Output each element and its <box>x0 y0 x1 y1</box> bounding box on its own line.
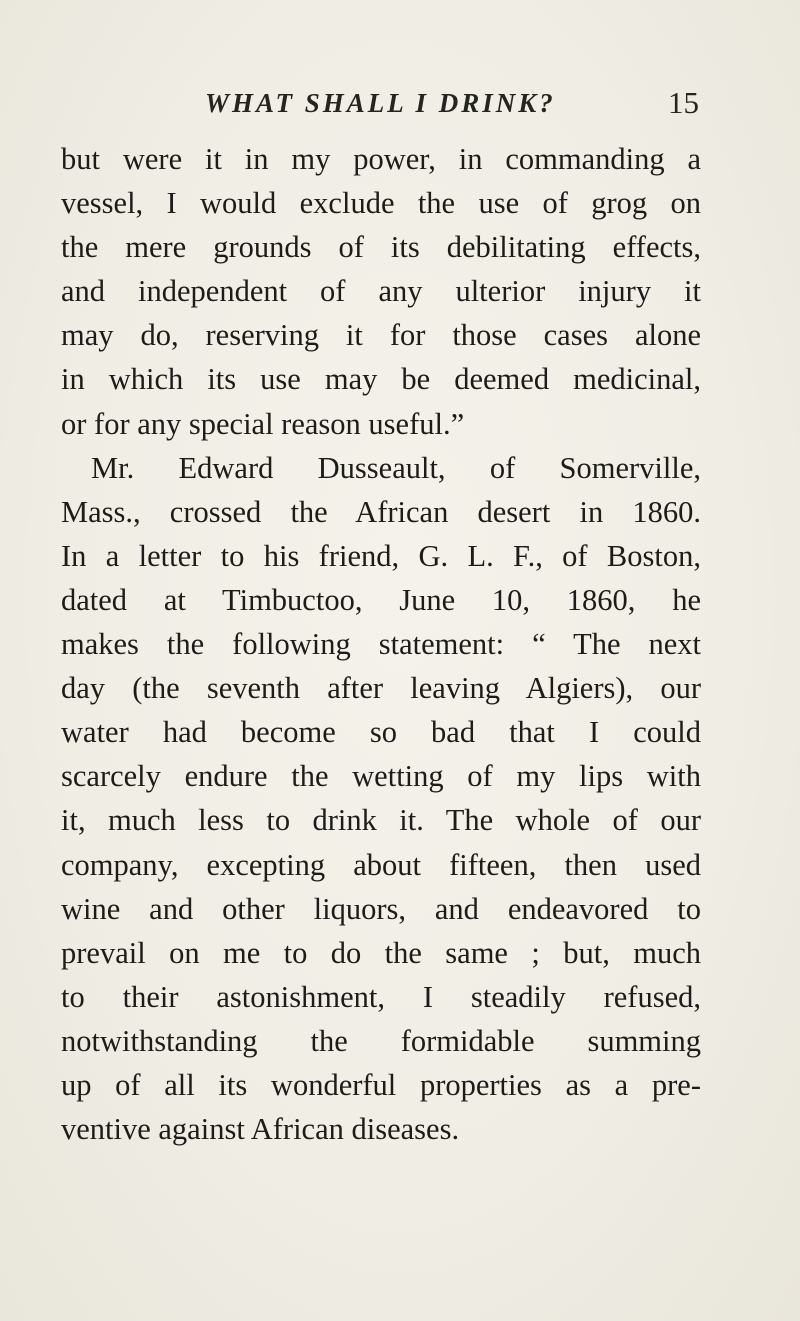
text-line: In a letter to his friend, G. L. F., of Boston, <box>61 538 701 573</box>
page-header <box>60 85 760 128</box>
text-line: day (the seventh after leaving Algiers), our <box>61 671 701 706</box>
text-line: Mr. Edward Dusseault, of Somerville, <box>91 450 701 485</box>
text-line: prevail on me to do the same ; but, much <box>61 935 701 970</box>
page-number: 15 <box>668 85 699 120</box>
text-line: water had become so bad that I could <box>61 715 701 750</box>
text-line: but were it in my power, in commanding a <box>61 142 701 176</box>
text-line: and independent of any ulterior injury it <box>61 274 701 309</box>
text-line: vessel, I would exclude the use of grog on <box>61 186 701 221</box>
text-line: scarcely endure the wetting of my lips with <box>61 759 701 794</box>
text-line: company, excepting about fifteen, then used <box>61 847 701 882</box>
text-line: may do, reserving it for those cases alone <box>61 318 701 353</box>
text-line: up of all its wonderful properties as a pre- <box>61 1067 701 1102</box>
text-line: to their astonishment, I steadily refused, <box>61 979 701 1014</box>
text-line: in which its use may be deemed medicinal, <box>61 362 701 397</box>
text-line: Mass., crossed the African desert in 1860. <box>61 494 701 529</box>
text-line: it, much less to drink it. The whole of our <box>61 803 701 838</box>
text-line: the mere grounds of its debilitating effects, <box>61 230 701 265</box>
text-line: notwithstanding the formidable summing <box>61 1023 701 1058</box>
text-line: makes the following statement: “ The next <box>61 627 701 662</box>
text-line: ventive against African diseases. <box>61 1112 460 1147</box>
running-head: WHAT SHALL I DRINK? <box>205 88 556 118</box>
text-line: wine and other liquors, and endeavored to <box>61 891 701 926</box>
text-line: or for any special reason useful.” <box>61 406 465 441</box>
body-text <box>61 137 701 1151</box>
text-line: dated at Timbuctoo, June 10, 1860, he <box>61 582 701 617</box>
